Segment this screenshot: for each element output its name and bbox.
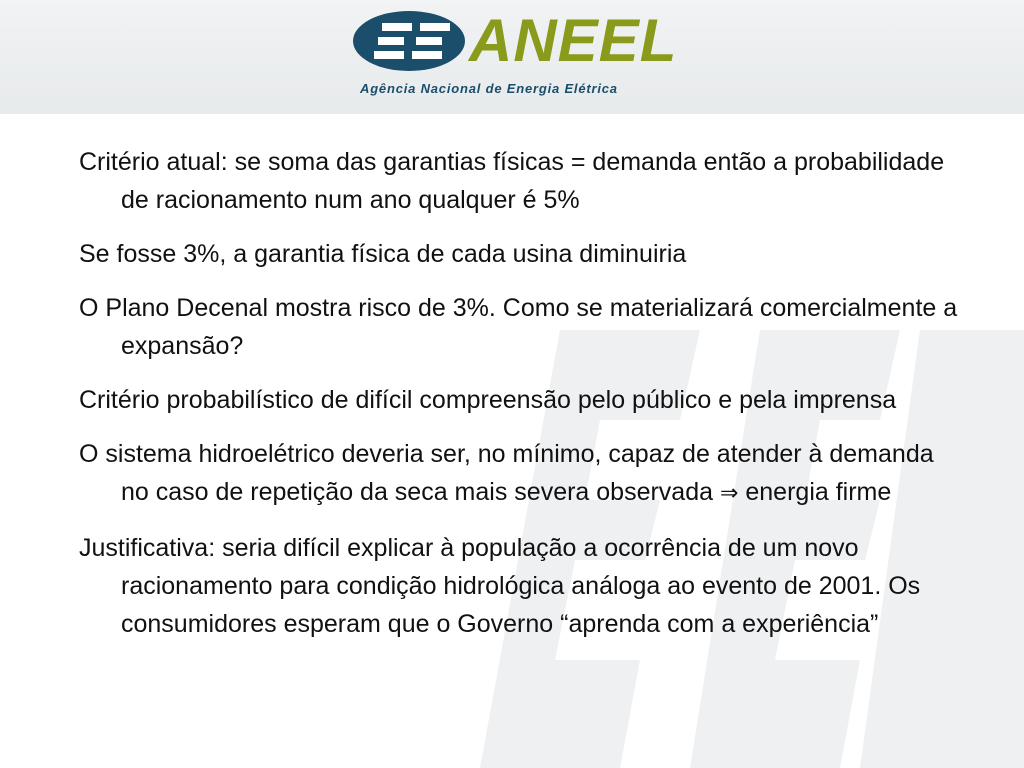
bullet-list <box>79 143 959 659</box>
aneel-emblem-icon <box>352 10 467 72</box>
bullet-text: O sistema hidroelétrico deveria ser, no mínimo, capaz de atender à demanda no caso de repetição da seca mais severa observada <box>79 440 934 506</box>
bullet-item: Critério atual: se soma das garantias físicas = demanda então a probabilidade de racionamento num ano qualquer é 5% <box>79 148 945 214</box>
logo-subtitle: Agência Nacional de Energia Elétrica <box>360 81 618 96</box>
logo-wordmark: ANEEL <box>469 7 678 74</box>
bullet-item: O Plano Decenal mostra risco de 3%. Como se materializará comercialmente a expansão? <box>79 294 958 360</box>
bullet-item: Critério probabilístico de difícil compreensão pelo público e pela imprensa <box>79 386 897 414</box>
bullet-item: Justificativa: seria difícil explicar à população a ocorrência de um novo racionamento para condição hidrológica análoga ao evento de 2001. Os consumidores esperam que o Governo “aprenda com a experiência” <box>79 534 921 638</box>
aneel-logo <box>352 7 682 105</box>
bullet-item: Se fosse 3%, a garantia física de cada usina diminuiria <box>79 240 687 268</box>
bullet-item <box>79 435 959 513</box>
bullet-text: energia firme <box>745 478 892 506</box>
implies-arrow-icon: ⇒ <box>719 481 739 506</box>
